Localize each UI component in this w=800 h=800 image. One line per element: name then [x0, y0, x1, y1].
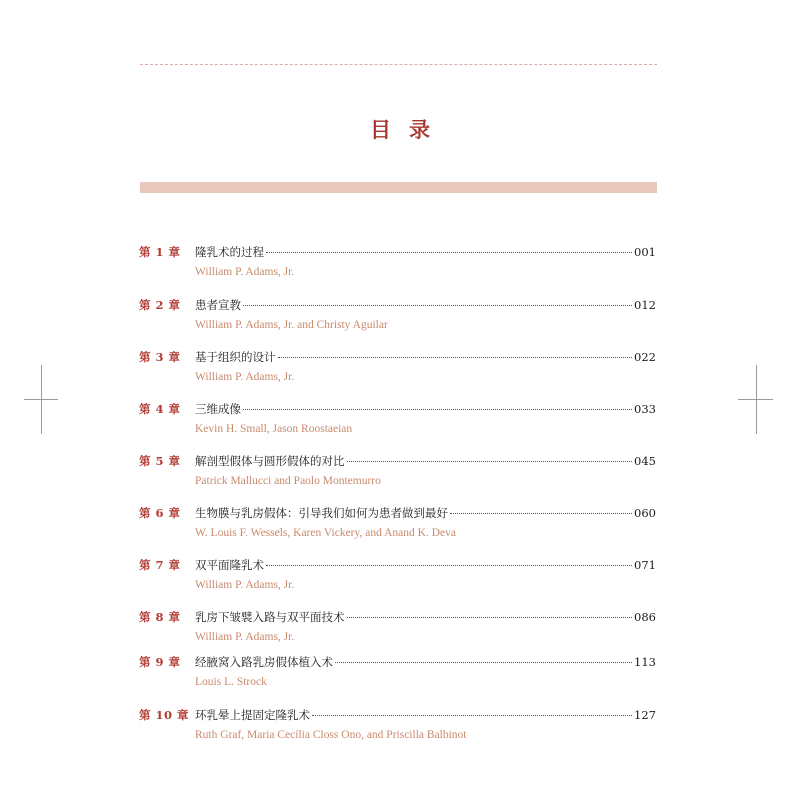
chapter-title[interactable]: 基于组织的设计 — [195, 350, 276, 364]
toc-entry[interactable] — [139, 654, 656, 698]
chapter-number: 第 8 章 — [139, 610, 181, 624]
toc-entry[interactable] — [139, 609, 656, 653]
chapter-authors: Ruth Graf, Maria Cecília Closs Ono, and Priscilla Balbinot — [195, 729, 467, 741]
dot-leader — [266, 564, 632, 566]
chapter-authors: William P. Adams, Jr. — [195, 631, 295, 643]
page-number: 127 — [634, 708, 656, 722]
page-number: 022 — [634, 350, 656, 364]
chapter-authors: William P. Adams, Jr. — [195, 371, 295, 383]
toc-entry[interactable] — [139, 401, 656, 445]
chapter-title[interactable]: 三维成像 — [195, 402, 241, 416]
chapter-number: 第 5 章 — [139, 454, 181, 468]
chapter-authors: Louis L. Strock — [195, 676, 267, 688]
dot-leader — [347, 460, 633, 462]
chapter-title[interactable]: 乳房下皱襞入路与双平面技术 — [195, 610, 345, 624]
toc-entry[interactable] — [139, 453, 656, 497]
dot-leader — [450, 512, 632, 514]
dot-leader — [278, 356, 633, 358]
page-number: 012 — [634, 298, 656, 312]
chapter-title[interactable]: 患者宣教 — [195, 298, 241, 312]
chapter-number: 第 6 章 — [139, 506, 181, 520]
dot-leader — [347, 616, 633, 618]
chapter-title[interactable]: 解剖型假体与圆形假体的对比 — [195, 454, 345, 468]
chapter-number: 第 4 章 — [139, 402, 181, 416]
chapter-authors: W. Louis F. Wessels, Karen Vickery, and Anand K. Deva — [195, 527, 456, 539]
chapter-number: 第 10 章 — [139, 708, 190, 722]
dot-leader — [312, 714, 632, 716]
toc-entry[interactable] — [139, 557, 656, 601]
chapter-number: 第 9 章 — [139, 655, 181, 669]
chapter-authors: Patrick Mallucci and Paolo Montemurro — [195, 475, 381, 487]
toc-entry[interactable] — [139, 244, 656, 288]
chapter-number: 第 7 章 — [139, 558, 181, 572]
page-number: 045 — [634, 454, 656, 468]
toc-entry[interactable] — [139, 349, 656, 393]
page-number: 001 — [634, 245, 656, 259]
chapter-authors: William P. Adams, Jr. — [195, 266, 295, 278]
page-number: 033 — [634, 402, 656, 416]
dot-leader — [243, 304, 632, 306]
chapter-number: 第 3 章 — [139, 350, 181, 364]
chapter-title[interactable]: 生物膜与乳房假体：引导我们如何为患者做到最好 — [195, 506, 448, 520]
page-title: 目录 — [370, 117, 448, 142]
chapter-title[interactable]: 环乳晕上提固定隆乳术 — [195, 708, 310, 722]
chapter-authors: Kevin H. Small, Jason Roostaeian — [195, 423, 353, 435]
chapter-title[interactable]: 隆乳术的过程 — [195, 245, 264, 259]
chapter-authors: William P. Adams, Jr. and Christy Aguilar — [195, 319, 388, 331]
toc-entry[interactable] — [139, 297, 656, 341]
toc-entry[interactable] — [139, 505, 656, 549]
chapter-number: 第 1 章 — [139, 245, 181, 259]
chapter-title[interactable]: 经腋窝入路乳房假体植入术 — [195, 655, 333, 669]
page-number: 113 — [634, 655, 656, 669]
dot-leader — [335, 661, 632, 663]
toc-entry[interactable] — [139, 707, 656, 751]
dot-leader — [266, 251, 632, 253]
dot-leader — [243, 408, 632, 410]
page-number: 086 — [634, 610, 656, 624]
chapter-number: 第 2 章 — [139, 298, 181, 312]
page-number: 071 — [634, 558, 656, 572]
chapter-authors: William P. Adams, Jr. — [195, 579, 295, 591]
page-number: 060 — [634, 506, 656, 520]
chapter-title[interactable]: 双平面隆乳术 — [195, 558, 264, 572]
